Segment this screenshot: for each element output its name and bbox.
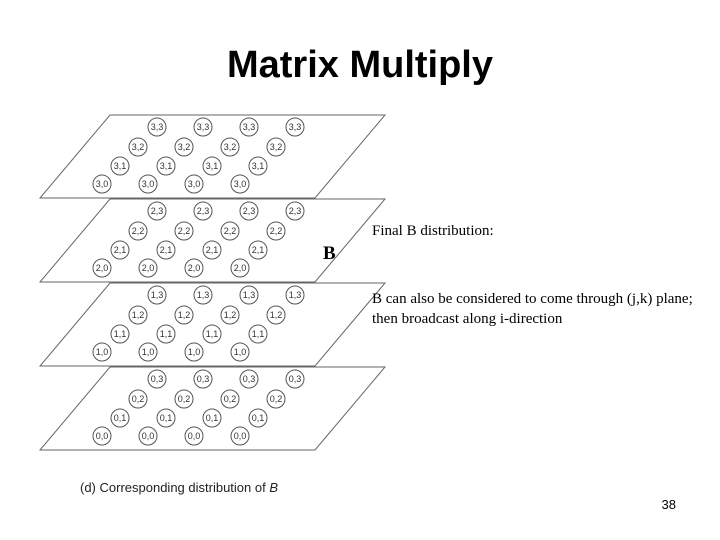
node-label: 1,1 [113, 329, 127, 339]
layer-plane [40, 115, 385, 198]
node-label: 0,3 [150, 374, 164, 384]
node-label: 2,1 [205, 245, 219, 255]
node-label: 3,2 [177, 142, 191, 152]
node-label: 2,0 [95, 263, 109, 273]
node-label: 3,3 [288, 122, 302, 132]
node-label: 3,0 [187, 179, 201, 189]
node-label: 3,3 [196, 122, 210, 132]
node-label: 3,1 [159, 161, 173, 171]
node-label: 3,0 [95, 179, 109, 189]
node-label: 2,2 [269, 226, 283, 236]
node-label: 3,2 [223, 142, 237, 152]
node-label: 1,0 [141, 347, 155, 357]
node-label: 0,3 [242, 374, 256, 384]
node-label: 0,2 [177, 394, 191, 404]
node-label: 1,0 [95, 347, 109, 357]
node-label: 2,3 [288, 206, 302, 216]
layer-plane [40, 199, 385, 282]
node-label: 1,2 [131, 310, 145, 320]
node-label: 0,1 [251, 413, 265, 423]
node-label: 2,0 [141, 263, 155, 273]
node-label: 1,0 [187, 347, 201, 357]
node-label: 3,0 [141, 179, 155, 189]
node-label: 1,2 [177, 310, 191, 320]
layer-plane [40, 283, 385, 366]
node-label: 0,2 [223, 394, 237, 404]
broadcast-note: B can also be considered to come through (j,k) plane; then broadcast along i-direction [372, 291, 693, 327]
node-label: 3,3 [150, 122, 164, 132]
node-label: 2,1 [159, 245, 173, 255]
node-label: 1,3 [288, 290, 302, 300]
node-label: 0,0 [95, 431, 109, 441]
node-label: 3,0 [233, 179, 247, 189]
node-label: 3,1 [251, 161, 265, 171]
node-label: 2,1 [251, 245, 265, 255]
node-label: 2,3 [242, 206, 256, 216]
node-label: 0,0 [187, 431, 201, 441]
node-label: 2,0 [233, 263, 247, 273]
caption-prefix: (d) Corresponding distribution of [80, 480, 270, 495]
node-label: 2,2 [223, 226, 237, 236]
node-label: 1,1 [251, 329, 265, 339]
node-label: 3,1 [113, 161, 127, 171]
b-label: B [323, 243, 336, 264]
node-label: 0,1 [113, 413, 127, 423]
node-label: 0,3 [196, 374, 210, 384]
node-label: 1,3 [196, 290, 210, 300]
slide-title: Matrix Multiply [226, 44, 494, 86]
node-label: 2,1 [113, 245, 127, 255]
caption-symbol: B [269, 480, 278, 495]
node-label: 1,3 [150, 290, 164, 300]
node-label: 0,1 [159, 413, 173, 423]
node-label: 1,1 [205, 329, 219, 339]
node-label: 3,1 [205, 161, 219, 171]
node-label: 1,0 [233, 347, 247, 357]
node-label: 2,2 [177, 226, 191, 236]
layers-group [40, 115, 385, 450]
node-label: 0,0 [141, 431, 155, 441]
node-label: 1,1 [159, 329, 173, 339]
node-label: 0,1 [205, 413, 219, 423]
diagram-caption [80, 480, 278, 495]
final-b-heading: Final B distribution: [372, 223, 494, 239]
page-number: 38 [661, 497, 676, 512]
node-label: 0,3 [288, 374, 302, 384]
layer-plane [40, 367, 385, 450]
node-label: 2,2 [131, 226, 145, 236]
node-label: 3,3 [242, 122, 256, 132]
node-label: 2,3 [150, 206, 164, 216]
node-label: 0,0 [233, 431, 247, 441]
node-label: 3,2 [131, 142, 145, 152]
node-label: 2,0 [187, 263, 201, 273]
node-label: 1,3 [242, 290, 256, 300]
node-label: 0,2 [269, 394, 283, 404]
node-label: 1,2 [223, 310, 237, 320]
node-label: 2,3 [196, 206, 210, 216]
node-label: 3,2 [269, 142, 283, 152]
node-label: 1,2 [269, 310, 283, 320]
node-label: 0,2 [131, 394, 145, 404]
